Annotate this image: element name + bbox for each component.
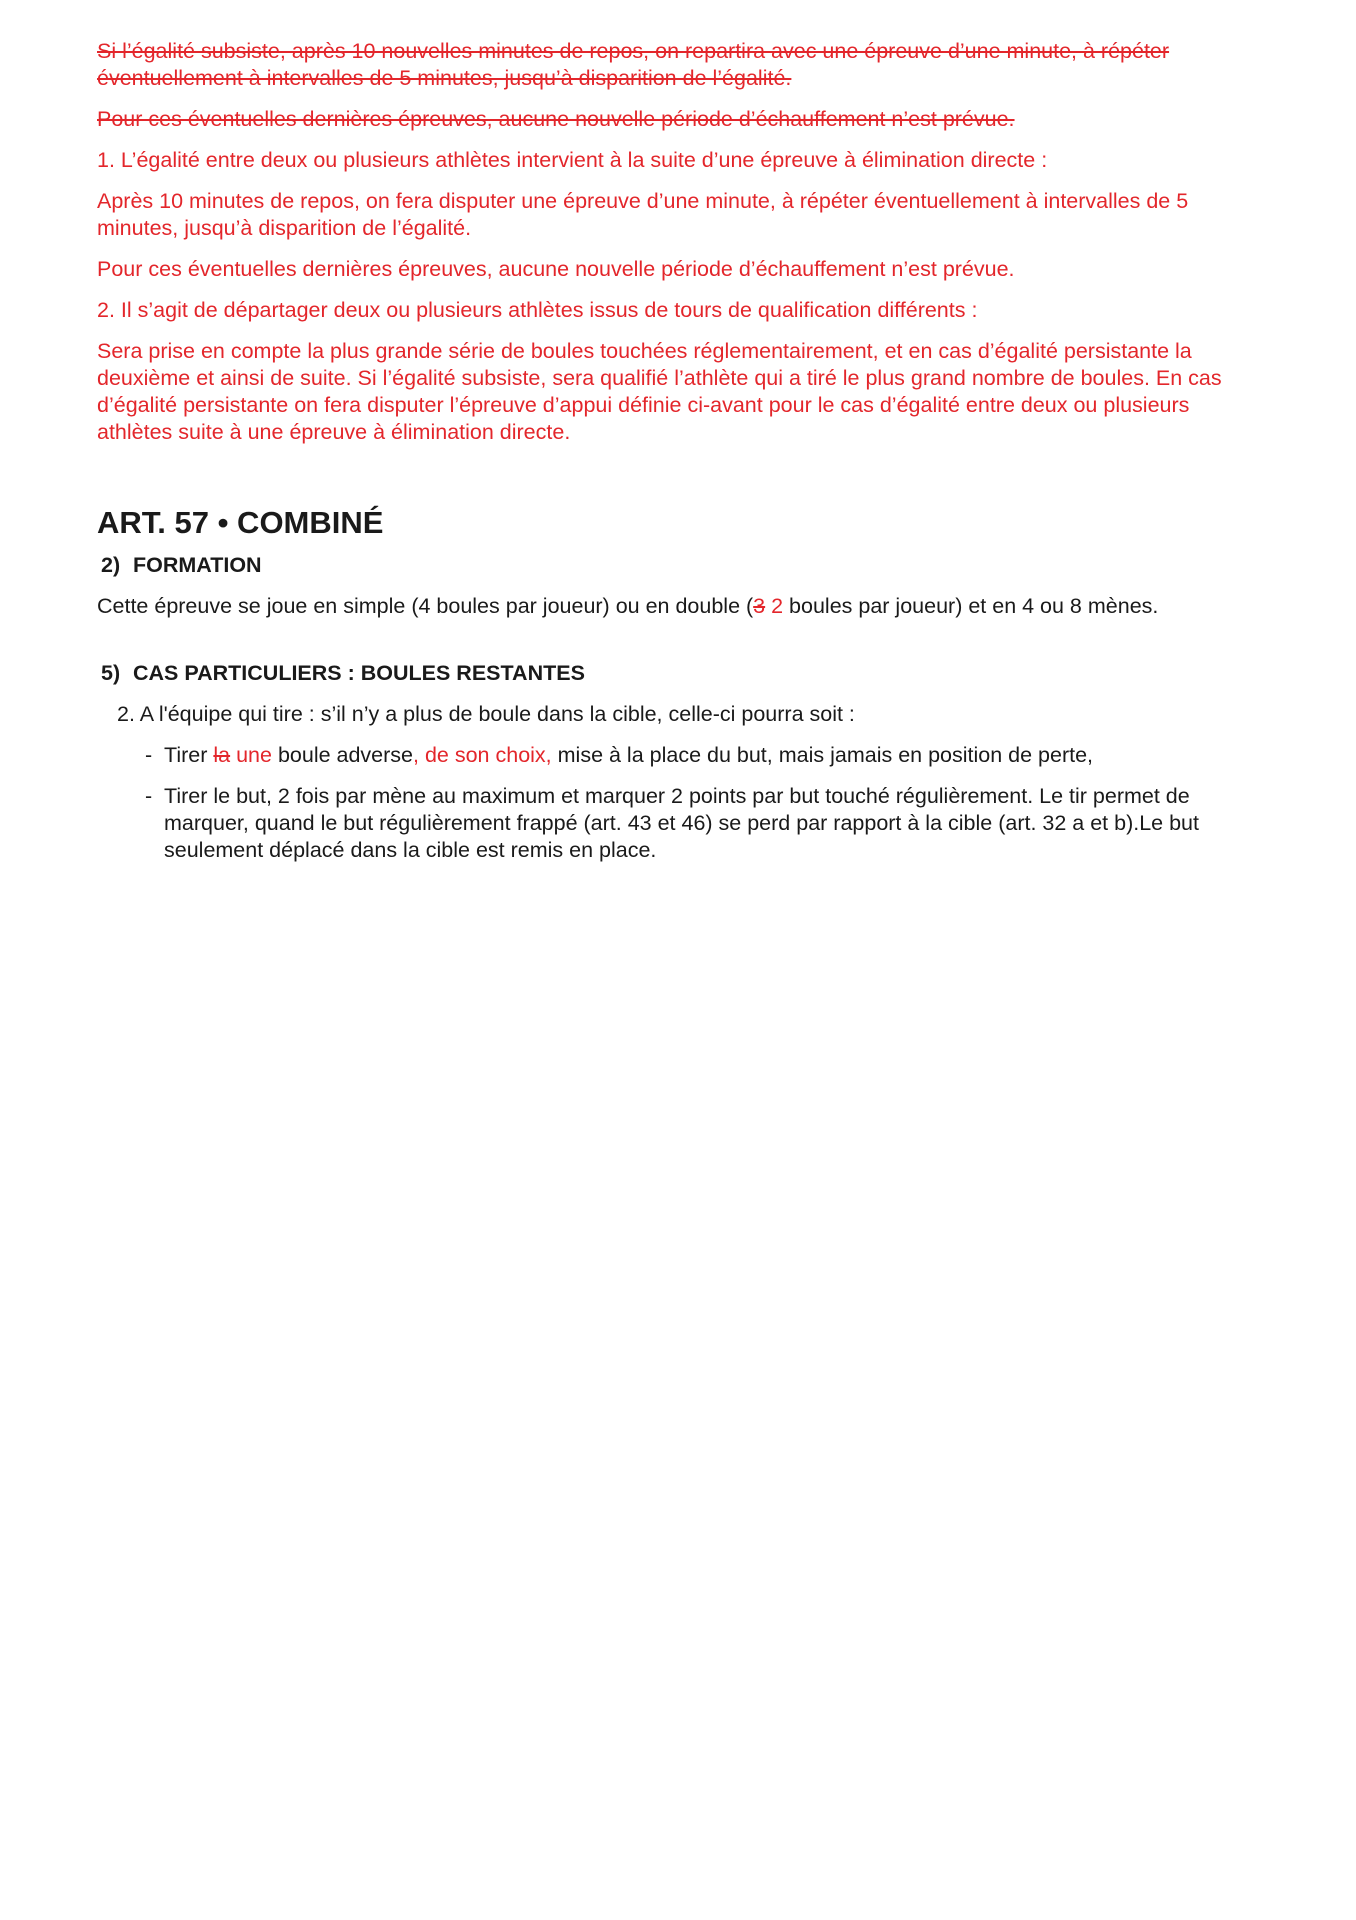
bullet-list: [145, 742, 1267, 864]
bullet-item-2: - Tirer le but, 2 fois par mène au maximum et marquer 2 points par but touché régulièrement. Le tir permet de marquer, quand le but régulièrement frappé (art. 43 et 46) se perd par rapport à la cible (art. 32 a et b).Le but seulement déplacé dans la cible est remis en place.: [145, 784, 1199, 862]
section-number: 5): [101, 661, 121, 685]
tie-rule-1-detail: Après 10 minutes de repos, on fera disputer une épreuve d’une minute, à répéter éventuellement à intervalles de 5 minutes, jusqu’à disparition de l’égalité.: [97, 189, 1189, 240]
inserted-word: une: [230, 743, 272, 767]
deleted-value: 3: [753, 594, 766, 618]
deleted-word: la: [213, 743, 231, 767]
section-number: 2): [101, 553, 121, 577]
section-heading-cas-particuliers: [101, 660, 1267, 687]
struck-paragraph-1: Si l’égalité subsiste, après 10 nouvelles minutes de repos, on repartira avec une épreuve d’une minute, à répéter éventuellement à intervalles de 5 minutes, jusqu’à disparition de l’égalité.: [97, 39, 1170, 90]
struck-paragraph-2: Pour ces éventuelles dernières épreuves, aucune nouvelle période d’échauffement n’est prévue.: [97, 107, 1015, 131]
numbered-item-2: 2. A l'équipe qui tire : s’il n’y a plus de boule dans la cible, celle-ci pourra soit :: [117, 702, 855, 726]
bullet-dash: -: [145, 743, 153, 767]
formation-paragraph: Cette épreuve se joue en simple (4 boules par joueur) ou en double (3 2 boules par joueur) et en 4 ou 8 mènes.: [97, 594, 1159, 618]
tie-rule-2-detail: Sera prise en compte la plus grande série de boules touchées réglementairement, et en cas d’égalité persistante la deuxième et ainsi de suite. Si l’égalité subsiste, sera qualifié l’athlète qui a tiré le plus grand nombre de boules. En cas d’égalité persistante on fera disputer l’épreuve d’appui définie ci-avant pour le cas d’égalité entre deux ou plusieurs athlètes suite à une épreuve à élimination directe.: [97, 339, 1222, 444]
tie-rule-1-note: Pour ces éventuelles dernières épreuves, aucune nouvelle période d’échauffement n’est prévue.: [97, 257, 1015, 281]
bullet-dash: -: [145, 784, 153, 808]
section-title: FORMATION: [133, 553, 262, 577]
inserted-value: 2: [765, 594, 784, 618]
inserted-phrase: , de son choix,: [413, 743, 552, 767]
tie-rule-1: 1. L’égalité entre deux ou plusieurs athlètes intervient à la suite d’une épreuve à élimination directe :: [97, 148, 1048, 172]
bullet-item-1: - Tirer la une boule adverse, de son choix, mise à la place du but, mais jamais en position de perte,: [145, 743, 1094, 767]
tie-rule-2: 2. Il s’agit de départager deux ou plusieurs athlètes issus de tours de qualification différents :: [97, 298, 978, 322]
article-title: ART. 57 • COMBINÉ: [97, 505, 384, 540]
section-title: CAS PARTICULIERS : BOULES RESTANTES: [133, 661, 585, 685]
section-heading-formation: [101, 552, 1267, 579]
document-page: [97, 38, 1267, 878]
